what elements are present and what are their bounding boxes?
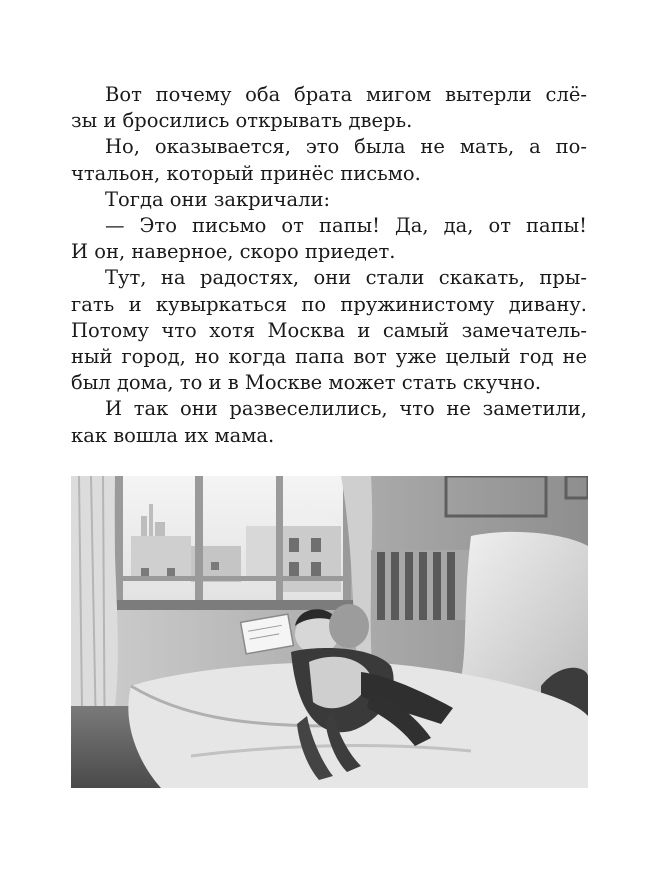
paragraph <box>71 213 587 265</box>
paragraph <box>71 134 587 186</box>
text-line: — Это письмо от папы! Да, да, от папы! <box>105 214 587 238</box>
text-line: Вот почему оба брата мигом вытерли слё- <box>105 83 587 106</box>
paragraph <box>71 82 587 134</box>
text-line: Тогда они закричали: <box>105 187 331 211</box>
text-line: был дома, то и в Москве может стать скучно. <box>71 371 542 395</box>
text-line: Тут, на радостях, они стали скакать, пры- <box>105 266 587 290</box>
text-line: Потому что хотя Москва и самый замечатель- <box>71 318 587 342</box>
illustration <box>71 476 588 788</box>
text-line: как вошла их мама. <box>71 423 275 447</box>
text-line: гать и кувыркаться по пружинистому дивану. <box>71 292 587 316</box>
text-line: Но, оказывается, это была не мать, а по- <box>105 135 587 159</box>
text-block <box>71 82 587 449</box>
text-line: чтальон, который принёс письмо. <box>71 161 421 185</box>
illustration-drawing <box>71 476 588 788</box>
text-line: ный город, но когда папа вот уже целый год не <box>71 345 587 369</box>
paragraph <box>71 265 587 396</box>
text-line: И так они развеселились, что не заметили, <box>105 397 587 421</box>
paragraph <box>71 396 587 448</box>
paragraph <box>71 187 587 213</box>
text-line: зы и бросились открывать дверь. <box>71 109 413 133</box>
text-line: И он, наверное, скоро приедет. <box>71 240 396 264</box>
